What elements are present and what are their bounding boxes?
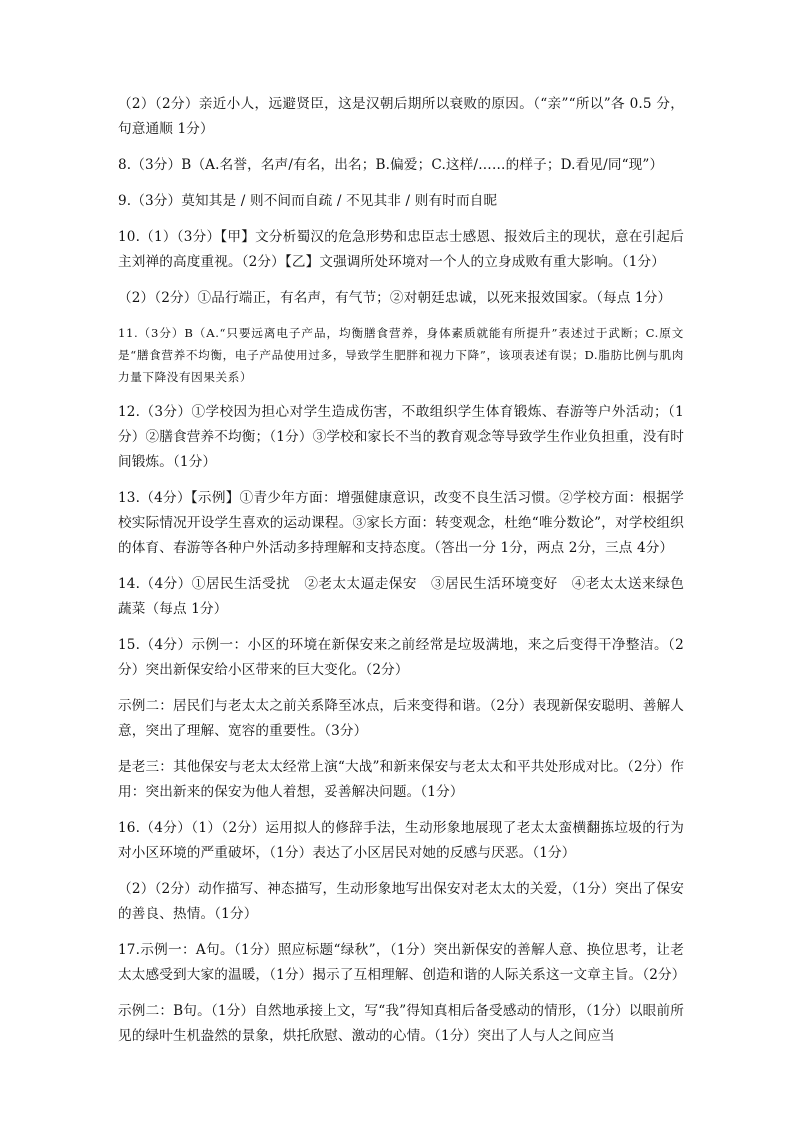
answer-q17-1: 17.示例一：A句。（1分）照应标题“绿秋”，（1分）突出新保安的善解人意、换位思考，让老太太感受到大家的温暖，（1分）揭示了互相理解、创造和谐的人际关系这一文章主旨。（2分） — [118, 942, 686, 983]
answer-q16-1: 16.（4分）（1）（2分）运用拟人的修辞手法，生动形象地展现了老太太蛮横翻拣垃圾的行为对小区环境的严重破坏，（1分）表达了小区居民对她的反感与厌恶。（1分） — [118, 820, 684, 861]
answer-q12: 12.（3分）①学校因为担心对学生造成伤害，不敢组织学生体育锻炼、春游等户外活动；（1分）②膳食营养不均衡；（1分）③学校和家长不当的教育观念等导致学生作业负担重，没有时间锻炼。（1分） — [118, 404, 684, 470]
answer-q16-2: （2）（2分）动作描写、神态描写，生动形象地写出保安对老太太的关爱，（1分）突出了保安的善良、热情。（1分） — [118, 881, 684, 922]
answer-q15-1: 15.（4分）示例一：小区的环境在新保安来之前经常是垃圾满地，来之后变得干净整洁。（2分）突出新保安给小区带来的巨大变化。（2分） — [118, 637, 684, 678]
answer-q10-1: 10.（1）（3分）【甲】文分析蜀汉的危急形势和忠臣志士感恩、报效后主的现状，意在引起后主刘禅的高度重视。（2分）【乙】文强调所处环境对一个人的立身成败有重大影响。（1分） — [118, 229, 684, 270]
answer-q17-2: 示例二：B句。（1分）自然地承接上文，写“我”得知真相后备受感动的情形，（1分）以眼前所见的绿叶生机盎然的景象，烘托欣慰、激动的心情。（1分）突出了人与人之间应当 — [118, 1003, 684, 1044]
answer-q15-2: 示例二：居民们与老太太之前关系降至冰点，后来变得和谐。（2分）表现新保安聪明、善解人意，突出了理解、宽容的重要性。（3分） — [118, 698, 684, 739]
answer-q13: 13.（4分）【示例】①青少年方面：增强健康意识，改变不良生活习惯。②学校方面：根据学校实际情况开设学生喜欢的运动课程。③家长方面：转变观念，杜绝“唯分数论”，对学校组织的体育、春游等各种户外活动多持理解和支持态度。（答出一分 1分，两点 2分，三点 4分） — [118, 490, 684, 556]
answer-q7-2: （2）（2分）亲近小人，远避贤臣，这是汉朝后期所以衰败的原因。（“亲”“所以”各 0.5 分，句意通顺 1分） — [118, 96, 684, 137]
answer-q14: 14.（4分）①居民生活受扰 ②老太太逼走保安 ③居民生活环境变好 ④老太太送来绿色蔬菜（每点 1分） — [118, 576, 684, 617]
answer-q9: 9.（3分）莫知其是 / 则不间而自疏 / 不见其非 / 则有时而自昵 — [118, 193, 498, 209]
answer-key-page — [118, 92, 684, 1049]
answer-q8: 8.（3分）B（A.名誉，名声/有名，出名；B.偏爱；C.这样/……的样子；D.看见/同“现”） — [118, 157, 664, 173]
answer-q11: 11.（3分）B（A.“只要远离电子产品，均衡膳食营养，身体素质就能有所提升”表述过于武断；C.原文是“膳食营养不均衡，电子产品使用过多，导致学生肥胖和视力下降”，该项表述有误；D.脂肪比例与肌肉力量下降没有因果关系） — [118, 326, 684, 384]
answer-q15-3: 是老三：其他保安与老太太经常上演“大战”和新来保安与老太太和平共处形成对比。（2分）作用：突出新来的保安为他人着想，妥善解决问题。（1分） — [118, 759, 684, 800]
answer-q10-2: （2）（2分）①品行端正，有名声，有气节；②对朝廷忠诚，以死来报效国家。（每点 1分） — [118, 290, 672, 306]
